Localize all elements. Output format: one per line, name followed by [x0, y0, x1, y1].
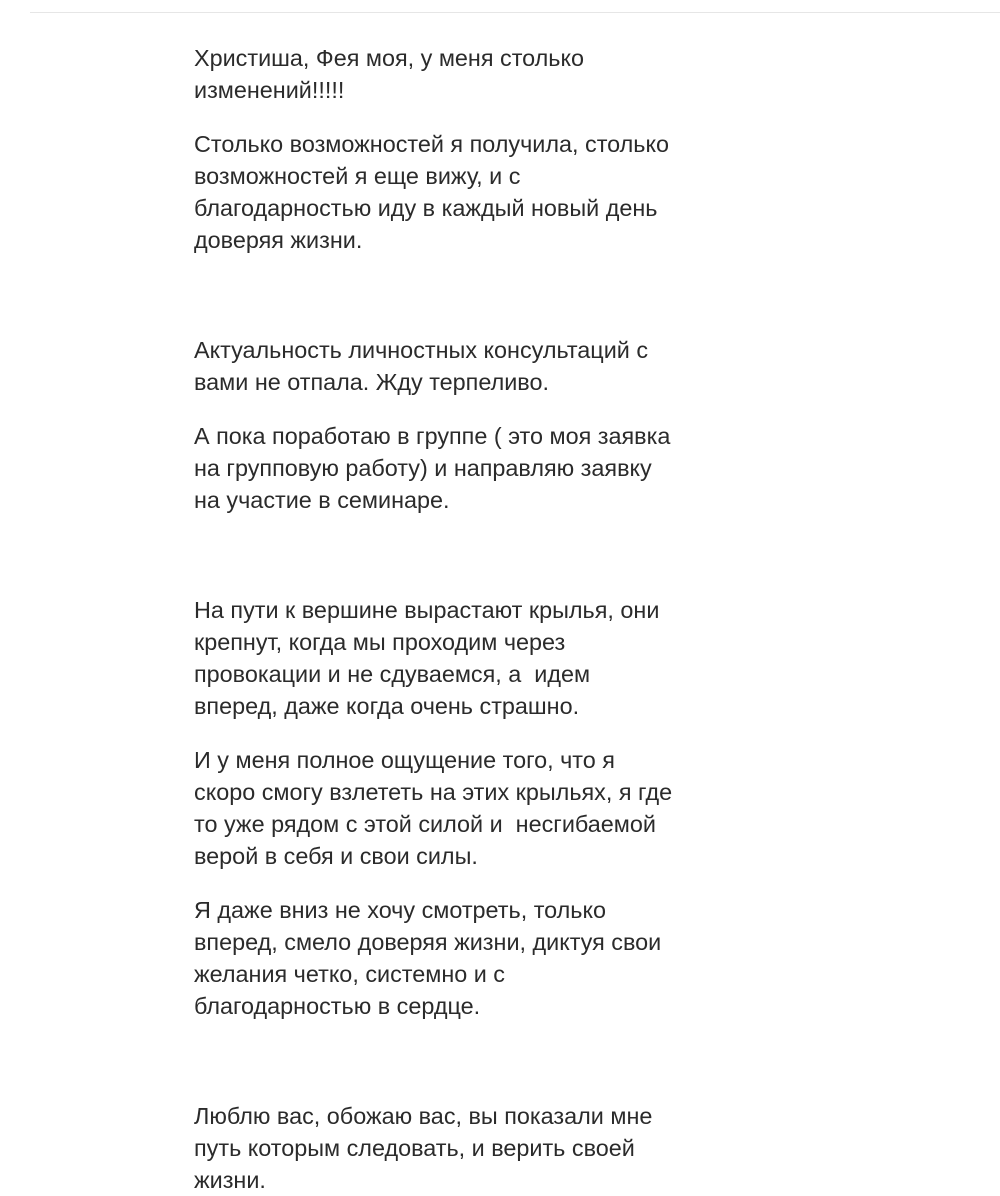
- message-paragraph: И у меня полное ощущение того, что я скоро смогу взлететь на этих крыльях, я где то уже рядом с этой силой и несгибаемой верой в себя и свои силы.: [194, 747, 673, 869]
- message-paragraph: Я даже вниз не хочу смотреть, только вперед, смело доверяя жизни, диктуя свои желания четко, системно и с благодарностью в сердце.: [194, 897, 662, 1019]
- message-paragraph: Столько возможностей я получила, столько возможностей я еще вижу, и с благодарностью иду в каждый новый день доверяя жизни.: [194, 131, 669, 253]
- message-paragraph: А пока поработаю в группе ( это моя заявка на групповую работу) и направляю заявку на участие в семинаре.: [194, 423, 671, 513]
- message-paragraph: Люблю вас, обожаю вас, вы показали мне путь которым следовать, и верить своей жизни.: [194, 1103, 653, 1193]
- section-spacer: [194, 1022, 734, 1100]
- message-body: [194, 42, 734, 1196]
- section-spacer: [194, 256, 734, 334]
- paragraph-spacer: [194, 722, 734, 744]
- message-paragraph: Христиша, Фея моя, у меня столько изменений!!!!!: [194, 45, 584, 103]
- message-paragraph: Актуальность личностных консультаций с вами не отпала. Жду терпеливо.: [194, 337, 649, 395]
- paragraph-spacer: [194, 106, 734, 128]
- message-paragraph: На пути к вершине вырастают крылья, они крепнут, когда мы проходим через провокации и не сдуваемся, а идем вперед, даже когда очень страшно.: [194, 597, 660, 719]
- section-spacer: [194, 516, 734, 594]
- paragraph-spacer: [194, 398, 734, 420]
- top-divider: [30, 12, 1000, 13]
- paragraph-spacer: [194, 872, 734, 894]
